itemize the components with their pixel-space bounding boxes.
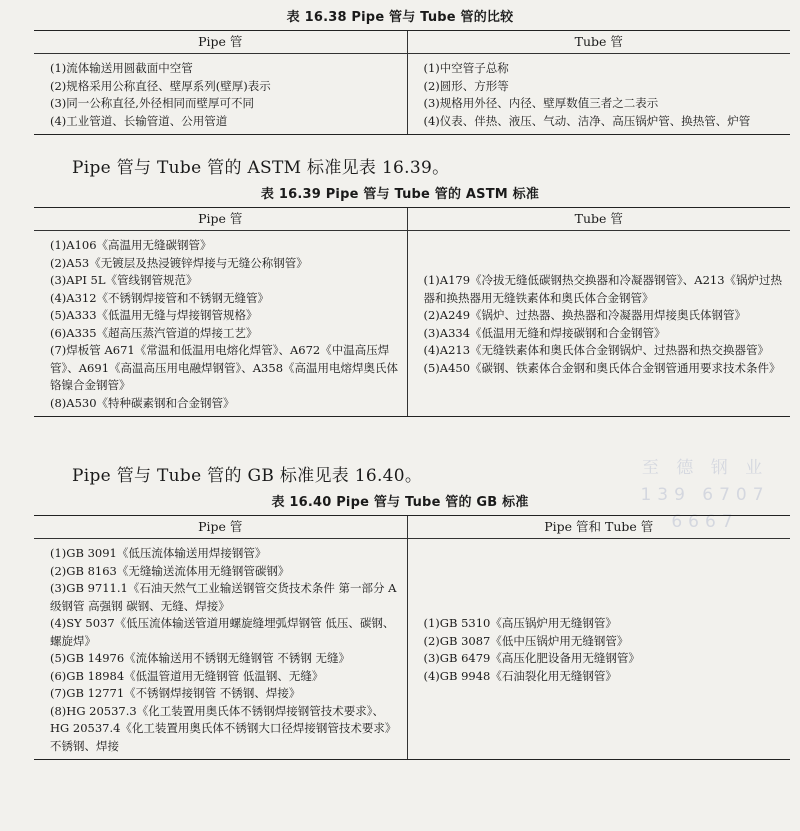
watermark-company: 至 德 钢 业 [641, 458, 769, 478]
table-39-tube-cell [407, 231, 790, 417]
table-38-tube-item: (2)圆形、方形等 [423, 78, 509, 93]
table-38-header-tube: Tube 管 [407, 31, 790, 54]
table-40-pipe-tube-item: (3)GB 6479《高压化肥设备用无缝钢管》 [423, 651, 640, 665]
table-40-header-pipe-tube: Pipe 管和 Tube 管 [407, 516, 790, 539]
table-38-tube-cell [407, 54, 790, 135]
table-38-tube-item: (3)规格用外径、内径、壁厚数值三者之二表示 [423, 96, 659, 110]
table-40-pipe-item: (5)GB 14976《流体输送用不锈钢无缝钢管 不锈钢 无缝》 [50, 651, 350, 665]
table-38 [34, 30, 790, 135]
table-40-pipe-tube-item: (2)GB 3087《低中压锅炉用无缝钢管》 [423, 633, 629, 648]
table-40-pipe-tube-cell [407, 539, 790, 760]
table-38-pipe-item: (3)同一公称直径,外径相同而壁厚可不同 [50, 96, 254, 110]
table-40-pipe-item: (7)GB 12771《不锈钢焊接钢管 不锈钢、焊接》 [50, 686, 301, 700]
table-39-caption: 表 16.39 Pipe 管与 Tube 管的 ASTM 标准 [260, 187, 540, 202]
table-38-pipe-cell [34, 54, 407, 135]
table-38-header-pipe: Pipe 管 [34, 31, 407, 54]
table-39-tube-item: (4)A213《无缝铁素体和奥氏体合金钢锅炉、过热器和热交换器管》 [423, 343, 770, 357]
table-39-pipe-item: (5)A333《低温用无缝与焊接钢管规格》 [50, 308, 258, 322]
table-40-pipe-tube-item: (1)GB 5310《高压锅炉用无缝钢管》 [423, 616, 617, 630]
table-39-pipe-item: (2)A53《无镀层及热浸镀锌焊接与无缝公称钢管》 [50, 255, 308, 270]
table-39-pipe-item: (3)API 5L《管线钢管规范》 [50, 273, 198, 287]
table-38-pipe-item: (2)规格采用公称直径、壁厚系列(壁厚)表示 [50, 78, 271, 93]
table-40-pipe-tube-item: (4)GB 9948《石油裂化用无缝钢管》 [423, 668, 617, 683]
table-40-pipe-item: (2)GB 8163《无缝输送流体用无缝钢管碳钢》 [50, 563, 290, 578]
table-39-pipe-cell [34, 231, 407, 417]
table-39-pipe-item: (8)A530《特种碳素钢和合金钢管》 [50, 395, 235, 410]
table-38-caption: 表 16.38 Pipe 管与 Tube 管的比较 [286, 10, 514, 25]
table-40-pipe-item: (1)GB 3091《低压流体输送用焊接钢管》 [50, 546, 267, 560]
table-40-pipe-item: (6)GB 18984《低温管道用无缝钢管 低温钢、无缝》 [50, 668, 324, 683]
table-38-tube-item: (1)中空管子总称 [423, 61, 509, 75]
table-39-tube-item: (3)A334《低温用无缝和焊接碳钢和合金钢管》 [423, 325, 666, 340]
table-39-tube-item: (5)A450《碳钢、铁素体合金钢和奥氏体合金钢管通用要求技术条件》 [423, 360, 781, 375]
table-38-tube-item: (4)仪表、伴热、液压、气动、洁净、高压锅炉管、换热管、炉管 [423, 113, 751, 128]
table-40-header-pipe: Pipe 管 [34, 516, 407, 539]
table-39-pipe-item: (7)焊板管 A671《常温和低温用电熔化焊管》、A672《中温高压焊管》、A691《高温高压用电融焊钢管》、A358《高温用电熔焊奥氏体铬镍合金钢管》 [50, 343, 399, 392]
paragraph-astm: Pipe 管与 Tube 管的 ASTM 标准见表 16.39。 [72, 158, 450, 178]
table-40-caption: 表 16.40 Pipe 管与 Tube 管的 GB 标准 [271, 495, 529, 510]
table-39 [34, 207, 790, 417]
table-40-pipe-item: (3)GB 9711.1《石油天然气工业输送钢管交货技术条件 第一部分 A 级钢管 高强钢 碳钢、无缝、焊接》 [50, 581, 397, 613]
table-39-tube-item: (2)A249《锅炉、过热器、换热器和冷凝器用焊接奥氏体钢管》 [423, 308, 747, 322]
watermark-phone: 139 6707 6667 [640, 485, 770, 532]
table-39-tube-item: (1)A179《冷拔无缝低碳钢热交换器和冷凝器钢管》、A213《锅炉过热器和换热器用无缝铁素体和奥氏体合金钢管》 [423, 273, 783, 305]
paragraph-gb: Pipe 管与 Tube 管的 GB 标准见表 16.40。 [72, 466, 423, 486]
table-38-pipe-item: (4)工业管道、长输管道、公用管道 [50, 113, 228, 128]
table-40-pipe-item: (4)SY 5037《低压流体输送管道用螺旋缝埋弧焊钢管 低压、碳钢、螺旋焊》 [50, 616, 395, 648]
table-39-header-pipe: Pipe 管 [34, 208, 407, 231]
table-39-pipe-item: (6)A335《超高压蒸汽管道的焊接工艺》 [50, 325, 258, 340]
table-38-pipe-item: (1)流体输送用圆截面中空管 [50, 61, 193, 75]
table-40-pipe-item: (8)HG 20537.3《化工装置用奥氏体不锈钢焊接钢管技术要求》、HG 20537.4《化工装置用奥氏体不锈钢大口径焊接钢管技术要求》不锈钢、焊接 [50, 703, 397, 753]
table-40-pipe-cell [34, 539, 407, 760]
table-39-pipe-item: (1)A106《高温用无缝碳钢管》 [50, 238, 212, 252]
table-40 [34, 515, 790, 760]
table-39-header-tube: Tube 管 [407, 208, 790, 231]
table-39-pipe-item: (4)A312《不锈钢焊接管和不锈钢无缝管》 [50, 290, 270, 305]
